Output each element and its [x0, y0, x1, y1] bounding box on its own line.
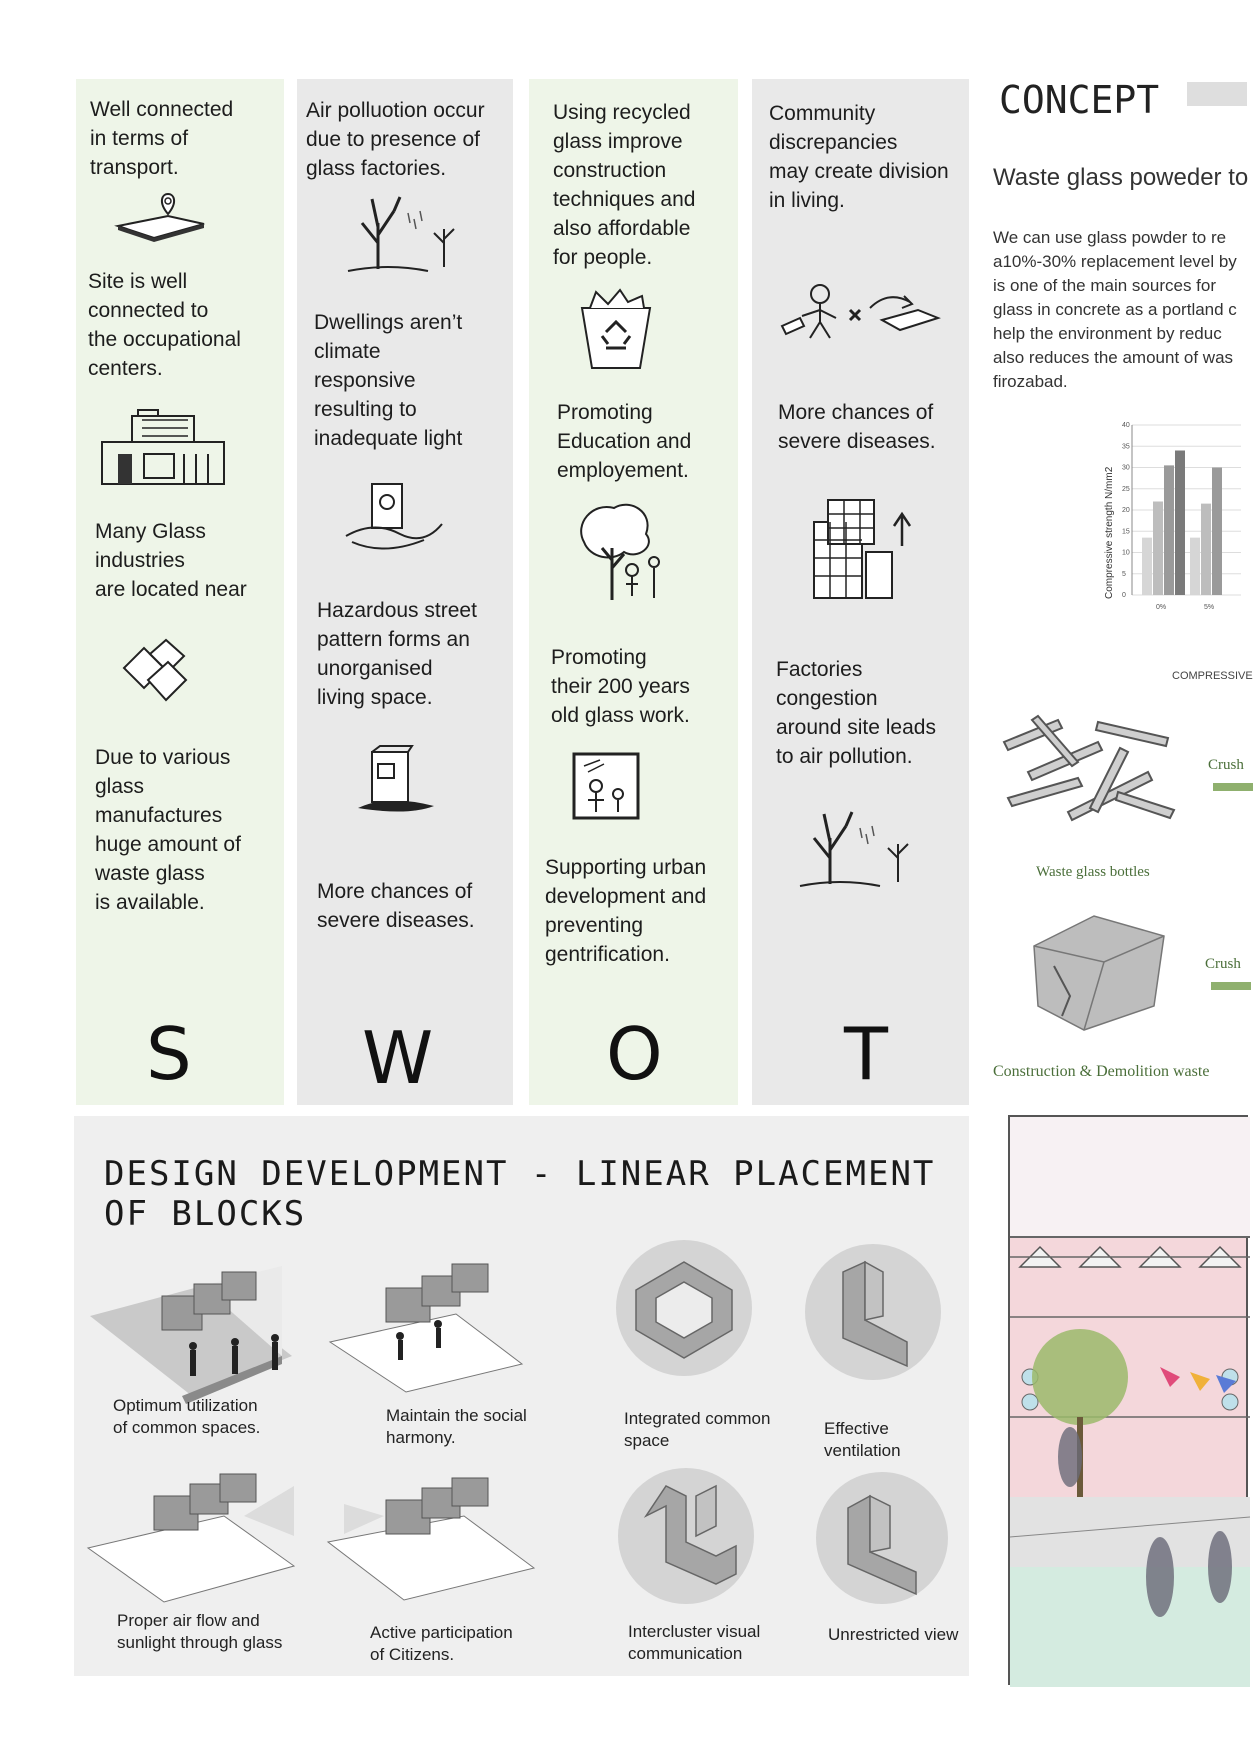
- caption-social-harmony: Maintain the social harmony.: [386, 1406, 527, 1447]
- chart-caption: COMPRESSIVE: [1172, 670, 1253, 682]
- intercluster-communication-diagram: [616, 1466, 756, 1606]
- integrated-common-space-diagram: [614, 1238, 754, 1378]
- design-development-panel: [74, 1116, 969, 1676]
- chart-bar: [1212, 468, 1222, 596]
- weakness-text-3: Hazardous street pattern forms an unorganised living space.: [317, 599, 477, 709]
- common-spaces-diagram: [82, 1246, 302, 1406]
- swot-letter-w: W: [362, 1016, 434, 1100]
- chart-y-tick-label: 25: [1122, 485, 1130, 493]
- opportunity-text-1: Using recycled glass improve construction techniques and also affordable for people.: [553, 101, 696, 269]
- strength-text-2: Site is well connected to the occupational centers.: [88, 270, 241, 380]
- chart-x-tick-label: 5%: [1204, 604, 1215, 611]
- swot-letter-s: S: [146, 1012, 192, 1096]
- strength-text-1: Well connected in terms of transport.: [90, 98, 234, 179]
- swot-letter-t: T: [844, 1012, 888, 1096]
- tree-family-sketch-icon: [572, 498, 668, 602]
- render-sketch: [1010, 1117, 1250, 1687]
- congested-buildings-sketch-icon: [806, 496, 918, 600]
- caption-ventilation: Effective ventilation: [824, 1419, 901, 1460]
- caption-intercluster: Intercluster visual communication: [628, 1622, 761, 1663]
- chart-bar: [1175, 451, 1185, 596]
- division-sketch-icon: [778, 282, 940, 340]
- caption-air-flow: Proper air flow and sunlight through glass: [117, 1611, 283, 1652]
- waste-glass-bottles-caption: Waste glass bottles: [1036, 864, 1150, 880]
- flooded-house-sketch-icon: [344, 480, 444, 554]
- chart-y-tick-label: 0: [1122, 592, 1126, 599]
- chart-bar: [1153, 502, 1163, 596]
- concept-subtitle: Waste glass poweder to: [993, 164, 1249, 191]
- polluted-tree-sketch-icon: [800, 806, 916, 888]
- glass-art-frame-icon: [570, 750, 642, 822]
- active-participation-diagram: [324, 1464, 544, 1604]
- glass-panes-icon: [120, 636, 192, 708]
- effective-ventilation-diagram: [803, 1242, 943, 1382]
- chart-bars: [1142, 451, 1222, 596]
- social-harmony-diagram: [326, 1244, 526, 1394]
- location-pin-icon: [116, 194, 206, 244]
- chart-x-tick-label: 0%: [1156, 604, 1167, 611]
- opportunity-text-3: Promoting their 200 years old glass work.: [551, 646, 690, 727]
- caption-common-spaces: Optimum utilization of common spaces.: [113, 1396, 261, 1437]
- swot-letter-o: O: [606, 1012, 663, 1096]
- chart-y-tick-label: 15: [1122, 528, 1130, 536]
- recycle-bin-icon: [576, 288, 656, 372]
- caption-integrated-space: Integrated common space: [624, 1409, 771, 1450]
- factory-sketch-icon: [98, 408, 230, 488]
- chart-y-tick-label: 5: [1122, 570, 1126, 578]
- strength-text-4: Due to various glass manufactures huge amount of waste glass is available.: [95, 746, 241, 914]
- strength-text-3: Many Glass industries are located near: [95, 520, 247, 601]
- chart-bar: [1142, 538, 1152, 595]
- waste-glass-bottles-photo: [998, 702, 1188, 832]
- concept-title-bar: [1187, 82, 1247, 106]
- unrestricted-view-diagram: [812, 1468, 952, 1608]
- polluted-tree-sketch-icon: [348, 193, 462, 273]
- chart-y-tick-label: 20: [1122, 507, 1130, 514]
- demolition-waste-caption: Construction & Demolition waste: [993, 1063, 1210, 1080]
- caption-unrestricted-view: Unrestricted view: [828, 1625, 959, 1644]
- chart-y-axis-label: Compressive strength N/mm2: [1104, 466, 1115, 599]
- chart-bar: [1164, 465, 1174, 595]
- air-flow-diagram: [84, 1466, 304, 1606]
- opportunity-text-2: Promoting Education and employement.: [557, 401, 692, 482]
- design-development-title: DESIGN DEVELOPMENT - LINEAR PLACEMENT OF BLOCKS: [104, 1154, 936, 1234]
- crush-arrow-1: [1213, 783, 1253, 791]
- threat-text-2: More chances of severe diseases.: [778, 401, 936, 453]
- chart-y-tick-label: 30: [1122, 464, 1130, 472]
- caption-active-participation: Active participation of Citizens.: [370, 1623, 513, 1664]
- kiosk-sketch-icon: [348, 744, 438, 816]
- weakness-text-1: Air polluotion occur due to presence of glass factories.: [306, 99, 485, 180]
- weakness-text-2: Dwellings aren’t climate responsive resulting to inadequate light: [314, 311, 463, 450]
- weakness-text-4: More chances of severe diseases.: [317, 880, 475, 932]
- threat-text-3: Factories congestion around site leads to air pollution.: [776, 658, 936, 768]
- chart-y-tick-label: 35: [1122, 443, 1130, 451]
- demolition-waste-photo: [1014, 906, 1194, 1036]
- concept-body-text: We can use glass powder to re a10%-30% replacement level by is one of the main sources for glass in concrete as a portland c help the environment by reduc also reduces the amount of was firozabad.: [993, 228, 1237, 391]
- concept-title: CONCEPT: [999, 78, 1160, 122]
- opportunity-text-4: Supporting urban development and preventing gentrification.: [545, 856, 707, 966]
- chart-y-tick-label: 10: [1122, 549, 1130, 557]
- chart-bar: [1201, 504, 1211, 595]
- crush-label-1: Crush: [1208, 757, 1244, 773]
- chart-bar: [1190, 538, 1200, 595]
- compressive-strength-chart: [1100, 405, 1241, 645]
- threat-text-1: Community discrepancies may create division in living.: [769, 102, 949, 212]
- crush-label-2: Crush: [1205, 956, 1241, 972]
- street-render-illustration: [1008, 1115, 1248, 1685]
- crush-arrow-2: [1211, 982, 1251, 990]
- chart-y-tick-label: 40: [1122, 422, 1130, 429]
